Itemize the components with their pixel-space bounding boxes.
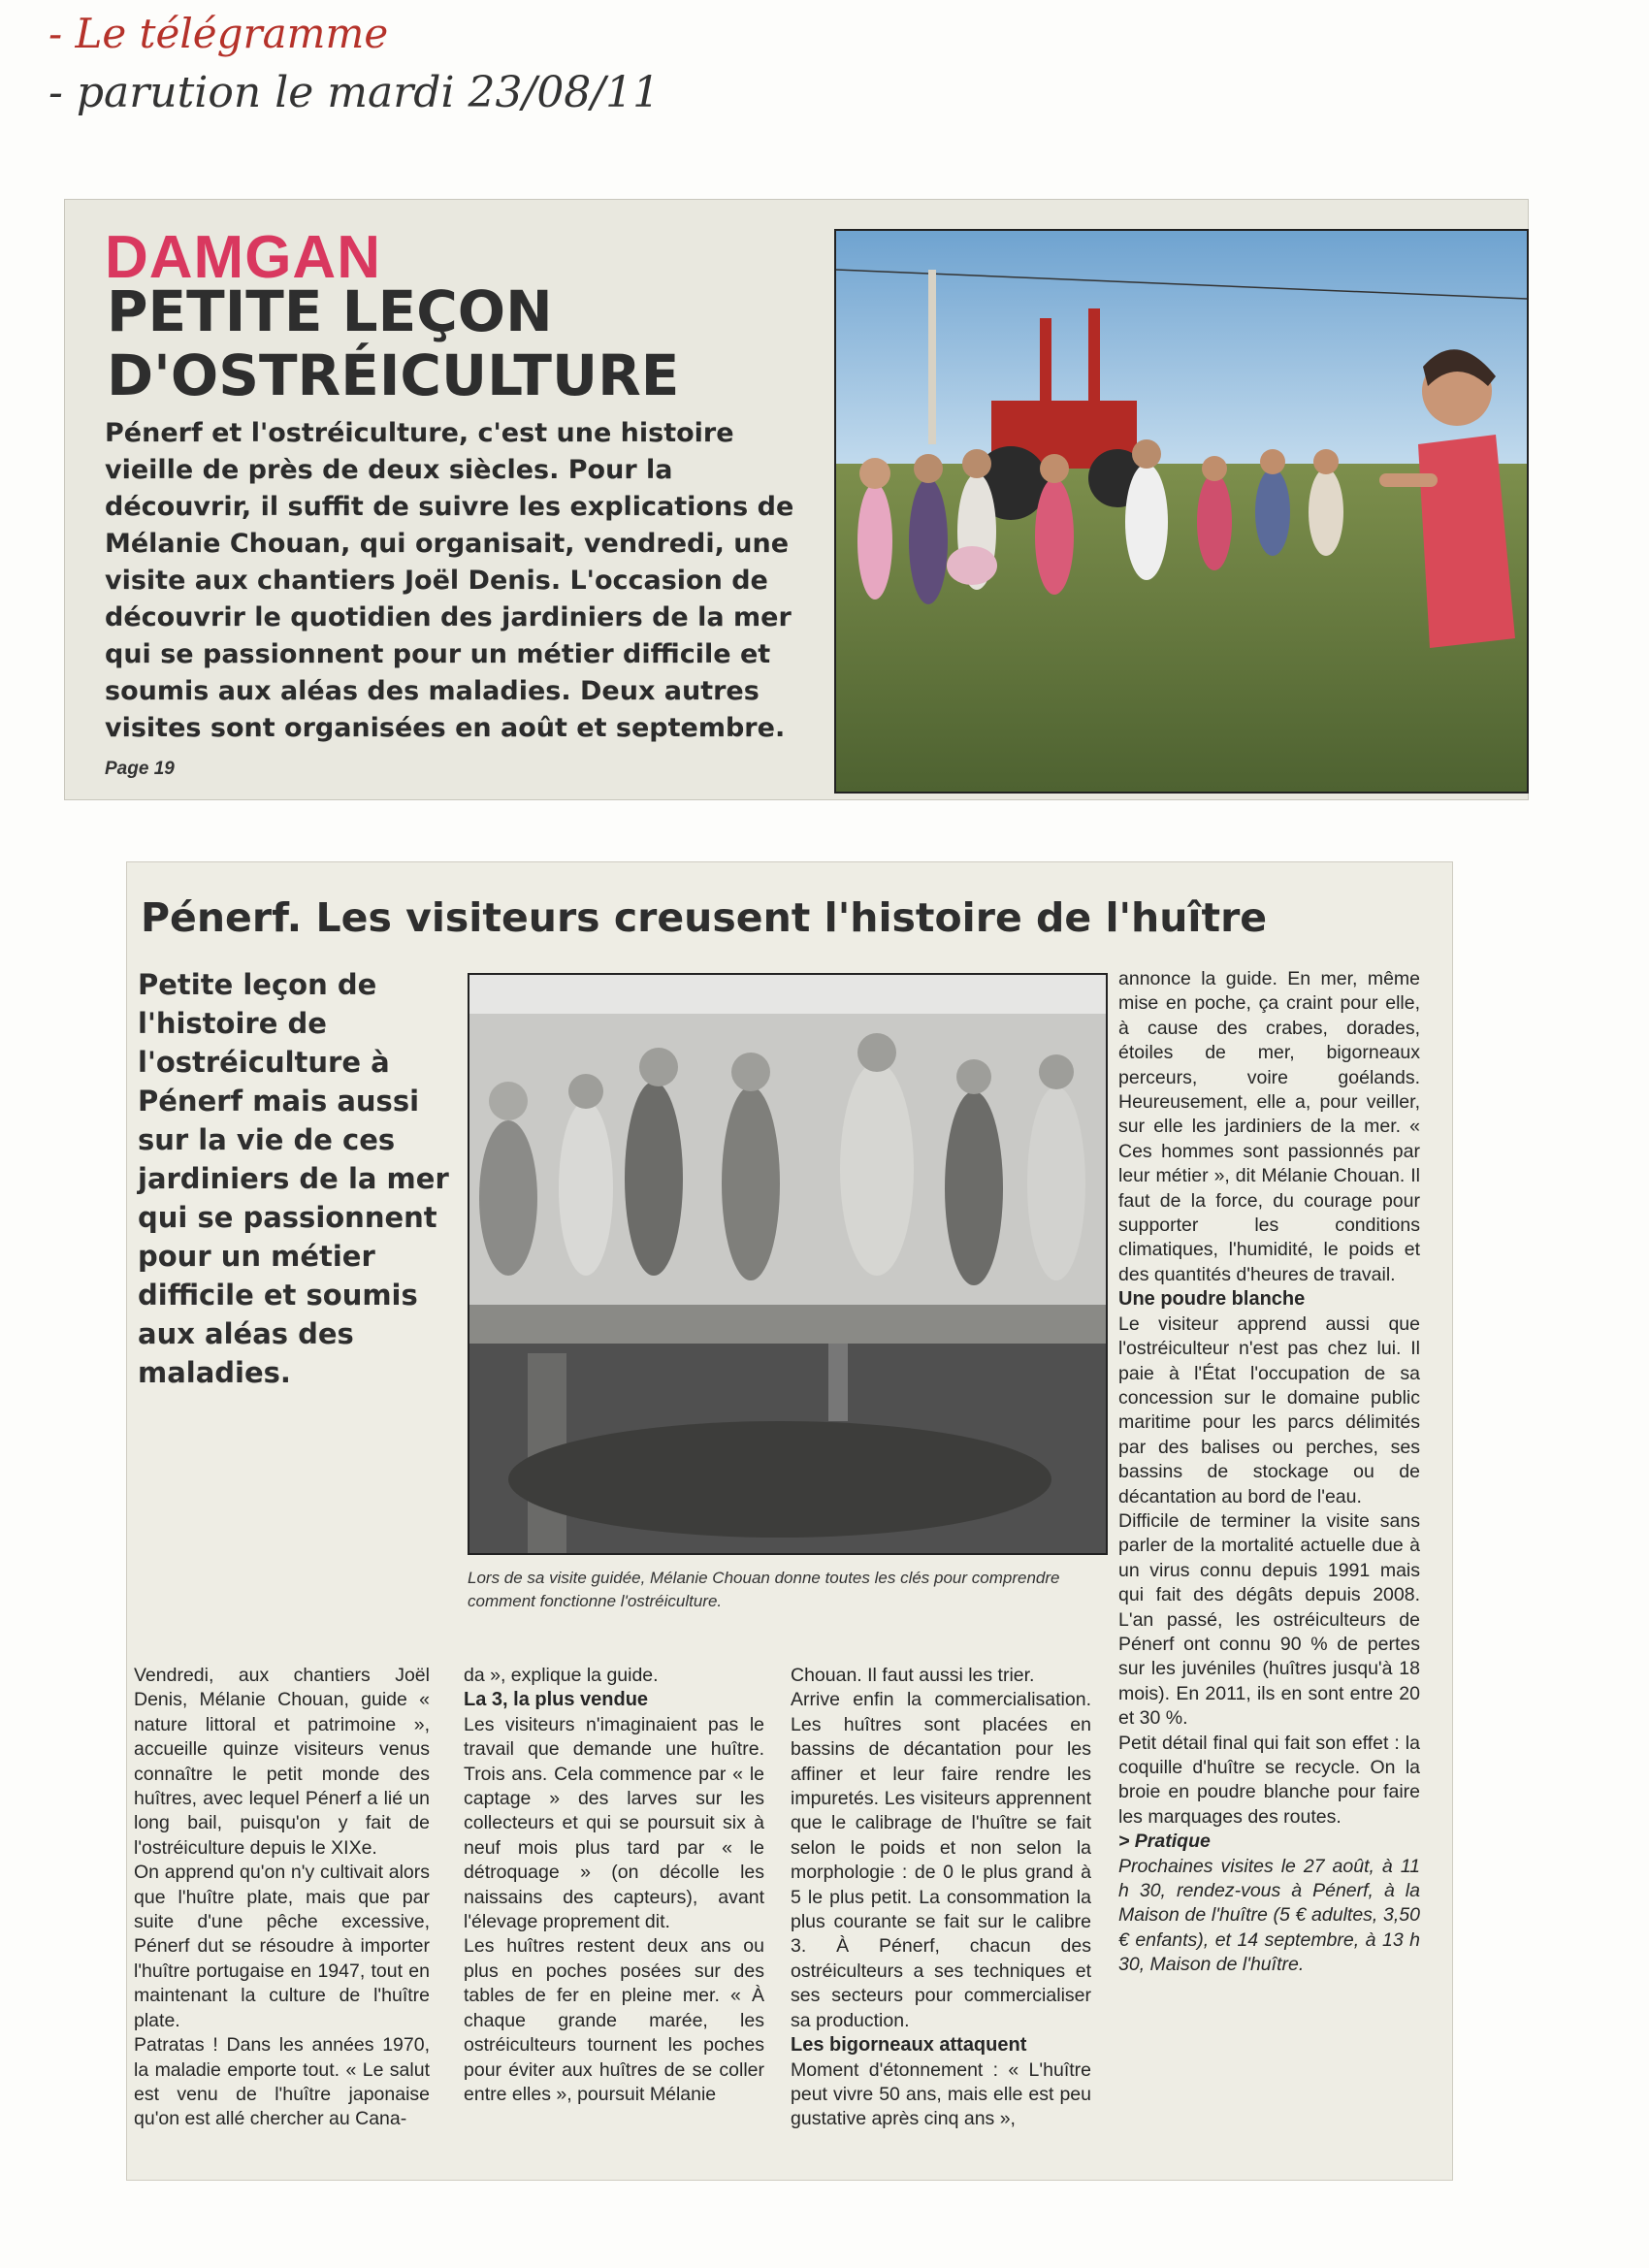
photo-visitors-at-basin [469, 975, 1106, 1553]
handwritten-source-note: - Le télégramme [48, 10, 389, 57]
page-reference: Page 19 [105, 759, 175, 779]
paragraph: Les visiteurs n'imaginaient pas le travail que demande une huître. Trois ans. Cela commence par « le captage » des larves sur les collecteurs et qui se poursuit six à neuf mois plus tard par « le détroquage » (on décolle les naissains des capteurs), avant l'élevage proprement dit. [464, 1713, 764, 1933]
photo-visitors-in-field [836, 231, 1527, 792]
paragraph: annonce la guide. En mer, même mise en poche, ça craint pour elle, à cause des crabes, dorades, étoiles de mer, bigorneaux perceurs, voire goélands. Heureusement, elle a, pour veiller, sur elle les jardiniers de la mer. « Ces hommes sont passionnés par leur métier », dit Mélanie Chouan. Il faut de la force, du courage pour supporter les conditions climatiques, l'humidité, le poids et des quantités d'heures de travail. [1118, 968, 1420, 1285]
subheading-poudre-blanche: Une poudre blanche [1118, 1288, 1306, 1311]
bottom-headline: Pénerf. Les visiteurs creusent l'histoire de l'huître [141, 894, 1268, 941]
article-column-4 [1118, 967, 1420, 1978]
paragraph: Arrive enfin la commercialisation. Les huîtres sont placées en bassins de décantation pour les affiner et leur faire rendre les impuretés. Les visiteurs apprennent que le calibrage de l'huître se fait selon le poids et non selon la morphologie : de 0 le plus grand à 5 le plus petit. La consommation la plus courante se fait sur le calibre 3. À Pénerf, chacun des ostréiculteurs a ses techniques et ses secteurs pour commercialiser sa production. [791, 1689, 1091, 2031]
paragraph: Le visiteur apprend aussi que l'ostréiculteur n'est pas chez lui. Il paie à l'État l'occupation de sa concession sur le domaine public maritime pour les parcs délimités par des balises ou perches, ses bassins de stockage ou de décantation au bord de l'eau. [1118, 1312, 1420, 1507]
paragraph: Petit détail final qui fait son effet : la coquille d'huître se recycle. On la broie en poudre blanche pour faire les marquages des routes. [1118, 1732, 1420, 1828]
top-headline: PETITE LEÇON D'OSTRÉICULTURE [107, 278, 680, 408]
handwritten-date-note: - parution le mardi 23/08/11 [48, 68, 661, 117]
article-column-2 [464, 1664, 764, 2107]
subheading-bigorneaux: Les bigorneaux attaquent [791, 2034, 1027, 2057]
bottom-lead-paragraph: Petite leçon de l'histoire de l'ostréiculture à Pénerf mais aussi sur la vie de ces jardiniers de la mer qui se passionnent pour un métier difficile et soumis aux aléas des maladies. [138, 968, 449, 1389]
subheading-la-3: La 3, la plus vendue [464, 1689, 649, 1711]
paragraph: On apprend qu'on n'y cultivait alors que l'huître plate, mais que par suite d'une pêche excessive, Pénerf dut se résoudre à importer l'huître portugaise en 1947, tout en maintenant la culture de l'huître plate. [134, 1862, 430, 2031]
paragraph: da », explique la guide. [464, 1665, 659, 1686]
paragraph: Moment d'étonnement : « L'huître peut vivre 50 ans, mais elle est peu gustative après cinq ans », [791, 2058, 1091, 2130]
top-photo [834, 229, 1529, 794]
paragraph: Les huîtres restent deux ans ou plus en poches posées sur des tables de fer en pleine mer. « À chaque grande marée, les ostréiculteurs tournent les poches pour éviter aux huîtres de se coller entre elles », poursuit Mélanie [464, 1935, 764, 2105]
bottom-photo [468, 973, 1108, 1555]
kicker-damgan: DAMGAN [105, 224, 381, 291]
pratique-text: Prochaines visites le 27 août, à 11 h 30, rendez-vous à Pénerf, à la Maison de l'huître (5 € adultes, 3,50 € enfants), et 14 septembre, à 13 h 30, Maison de l'huître. [1118, 1855, 1420, 1976]
article-column-3 [791, 1664, 1091, 2132]
photo-caption: Lors de sa visite guidée, Mélanie Chouan donne toutes les clés pour comprendre comment fonctionne l'ostréiculture. [468, 1569, 1060, 1610]
paragraph: Vendredi, aux chantiers Joël Denis, Mélanie Chouan, guide « nature littoral et patrimoine », accueille quinze visiteurs venus connaître le petit monde des huîtres, avec lequel Pénerf a lié un long bail, puisqu'on y fait de l'ostréiculture depuis le XIXe. [134, 1665, 430, 1859]
article-column-1 [134, 1664, 430, 2132]
paragraph: Chouan. Il faut aussi les trier. [791, 1665, 1035, 1686]
pratique-label: > Pratique [1118, 1831, 1211, 1853]
paragraph: Difficile de terminer la visite sans parler de la mortalité actuelle due à un virus connu depuis 1991 mais qui fait des dégâts depuis 2008. L'an passé, les ostréiculteurs de Pénerf ont connu 90 % de pertes sur les juvéniles (huîtres jusqu'à 18 mois). En 2011, ils en sont entre 20 et 30 %. [1118, 1509, 1420, 1730]
paragraph: Patratas ! Dans les années 1970, la maladie emporte tout. « Le salut est venu de l'huître japonaise qu'on est allé chercher au Cana- [134, 2034, 430, 2130]
top-lead-paragraph: Pénerf et l'ostréiculture, c'est une histoire vieille de près de deux siècles. Pour la découvrir, il suffit de suivre les explications de Mélanie Chouan, qui organisait, vendredi, une visite aux chantiers Joël Denis. L'occasion de découvrir le quotidien des jardiniers de la mer qui se passionnent pour un métier difficile et soumis aux aléas des maladies. Deux autres visites sont organisées en août et septembre. [105, 418, 794, 743]
